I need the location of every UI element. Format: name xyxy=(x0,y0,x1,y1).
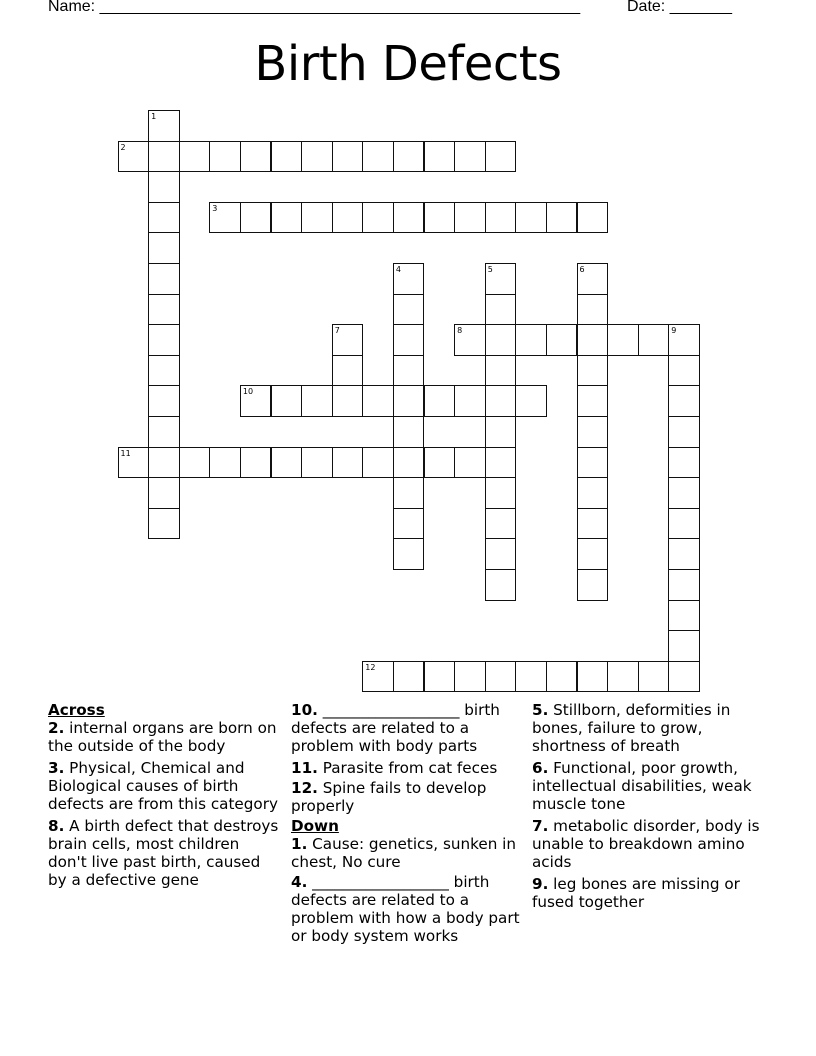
grid-cell[interactable] xyxy=(668,447,700,479)
grid-cell[interactable] xyxy=(240,447,272,479)
grid-cell[interactable] xyxy=(209,447,241,479)
grid-cell[interactable] xyxy=(179,447,211,479)
grid-cell[interactable] xyxy=(118,447,150,479)
grid-cell[interactable] xyxy=(638,661,670,693)
clue-text: metabolic disorder, body is unable to breakdown amino acids xyxy=(532,817,760,871)
cell-number: 2 xyxy=(120,142,126,152)
grid-cell[interactable] xyxy=(362,385,394,417)
grid-cell[interactable] xyxy=(148,355,180,387)
clue-number: 1. xyxy=(291,835,308,853)
grid-cell[interactable] xyxy=(424,447,456,479)
clue-across-10 xyxy=(291,701,523,755)
grid-cell[interactable] xyxy=(148,171,180,203)
grid-cell[interactable] xyxy=(485,477,517,509)
grid-cell[interactable] xyxy=(668,355,700,387)
clue-text: Functional, poor growth, intellectual disabilities, weak muscle tone xyxy=(532,759,752,813)
grid-cell[interactable] xyxy=(668,324,700,356)
grid-cell[interactable] xyxy=(577,661,609,693)
clue-text: A birth defect that destroys brain cells, most children don't live past birth, caused by a defective gene xyxy=(48,817,279,889)
grid-cell[interactable] xyxy=(148,294,180,326)
grid-cell[interactable] xyxy=(240,385,272,417)
grid-cell[interactable] xyxy=(424,661,456,693)
grid-cell[interactable] xyxy=(271,447,303,479)
grid-cell[interactable] xyxy=(454,324,486,356)
clue-down-6 xyxy=(532,759,772,813)
grid-cell[interactable] xyxy=(454,661,486,693)
grid-cell[interactable] xyxy=(454,447,486,479)
grid-cell[interactable] xyxy=(485,263,517,295)
grid-cell[interactable] xyxy=(424,202,456,234)
grid-cell[interactable] xyxy=(332,141,364,173)
grid-cell[interactable] xyxy=(118,141,150,173)
grid-cell[interactable] xyxy=(393,385,425,417)
grid-cell[interactable] xyxy=(668,385,700,417)
grid-cell[interactable] xyxy=(485,416,517,448)
grid-cell[interactable] xyxy=(393,294,425,326)
grid-cell[interactable] xyxy=(668,508,700,540)
grid-cell[interactable] xyxy=(271,385,303,417)
grid-cell[interactable] xyxy=(148,202,180,234)
grid-cell[interactable] xyxy=(332,324,364,356)
grid-cell[interactable] xyxy=(515,202,547,234)
grid-cell[interactable] xyxy=(393,416,425,448)
grid-cell[interactable] xyxy=(393,447,425,479)
clue-text: Spine fails to develop properly xyxy=(291,779,487,815)
clue-column-2 xyxy=(291,701,523,949)
grid-cell[interactable] xyxy=(577,569,609,601)
grid-cell[interactable] xyxy=(668,630,700,662)
grid-cell[interactable] xyxy=(638,324,670,356)
grid-cell[interactable] xyxy=(668,661,700,693)
grid-cell[interactable] xyxy=(515,324,547,356)
grid-cell[interactable] xyxy=(332,355,364,387)
grid-cell[interactable] xyxy=(271,202,303,234)
grid-cell[interactable] xyxy=(668,538,700,570)
grid-cell[interactable] xyxy=(485,355,517,387)
clue-number: 8. xyxy=(48,817,65,835)
grid-cell[interactable] xyxy=(148,324,180,356)
grid-cell[interactable] xyxy=(454,202,486,234)
grid-cell[interactable] xyxy=(546,661,578,693)
clue-number: 6. xyxy=(532,759,549,777)
grid-cell[interactable] xyxy=(179,141,211,173)
grid-cell[interactable] xyxy=(301,141,333,173)
grid-cell[interactable] xyxy=(148,141,180,173)
clue-across-2 xyxy=(48,719,280,755)
cell-number: 10 xyxy=(242,387,254,397)
clue-column-1 xyxy=(48,701,280,893)
grid-cell[interactable] xyxy=(607,661,639,693)
grid-cell[interactable] xyxy=(485,294,517,326)
grid-cell[interactable] xyxy=(393,355,425,387)
clue-text: Parasite from cat feces xyxy=(322,759,498,777)
grid-cell[interactable] xyxy=(393,141,425,173)
grid-cell[interactable] xyxy=(454,385,486,417)
clue-number: 4. xyxy=(291,873,308,891)
clue-number: 5. xyxy=(532,701,549,719)
grid-cell[interactable] xyxy=(577,538,609,570)
clue-number: 3. xyxy=(48,759,65,777)
clue-across-12 xyxy=(291,779,523,815)
clue-across-3 xyxy=(48,759,280,813)
grid-cell[interactable] xyxy=(485,324,517,356)
grid-cell[interactable] xyxy=(393,661,425,693)
grid-cell[interactable] xyxy=(546,324,578,356)
clue-text: Cause: genetics, sunken in chest, No cure xyxy=(291,835,517,871)
grid-cell[interactable] xyxy=(485,202,517,234)
grid-cell[interactable] xyxy=(424,141,456,173)
clue-down-9 xyxy=(532,875,772,911)
grid-cell[interactable] xyxy=(209,202,241,234)
clue-column-3 xyxy=(532,701,772,915)
clue-down-7 xyxy=(532,817,772,871)
down-heading: Down xyxy=(291,817,339,835)
grid-cell[interactable] xyxy=(485,569,517,601)
grid-cell[interactable] xyxy=(148,508,180,540)
grid-cell[interactable] xyxy=(332,202,364,234)
cell-number: 12 xyxy=(365,662,376,672)
name-field-label: Name: ______________________________________________________ xyxy=(48,0,581,15)
grid-cell[interactable] xyxy=(148,263,180,295)
grid-cell[interactable] xyxy=(240,202,272,234)
clue-number: 12. xyxy=(291,779,318,797)
clue-number: 10. xyxy=(291,701,318,719)
grid-cell[interactable] xyxy=(393,477,425,509)
grid-cell[interactable] xyxy=(454,141,486,173)
grid-cell[interactable] xyxy=(301,447,333,479)
across-heading: Across xyxy=(48,701,105,719)
grid-cell[interactable] xyxy=(332,447,364,479)
grid-cell[interactable] xyxy=(393,324,425,356)
cell-number: 8 xyxy=(457,326,463,336)
grid-cell[interactable] xyxy=(209,141,241,173)
cell-number: 11 xyxy=(120,448,131,458)
grid-cell[interactable] xyxy=(485,141,517,173)
grid-cell[interactable] xyxy=(393,263,425,295)
grid-cell[interactable] xyxy=(424,385,456,417)
cell-number: 6 xyxy=(579,265,585,274)
cell-number: 1 xyxy=(151,112,157,121)
grid-cell[interactable] xyxy=(546,202,578,234)
grid-cell[interactable] xyxy=(362,447,394,479)
clue-number: 11. xyxy=(291,759,318,777)
grid-cell[interactable] xyxy=(148,385,180,417)
grid-cell[interactable] xyxy=(148,447,180,479)
grid-cell[interactable] xyxy=(485,447,517,479)
clue-across-8 xyxy=(48,817,280,889)
clue-number: 9. xyxy=(532,875,549,893)
grid-cell[interactable] xyxy=(485,661,517,693)
cell-number: 9 xyxy=(671,326,677,336)
grid-cell[interactable] xyxy=(577,508,609,540)
grid-cell[interactable] xyxy=(485,385,517,417)
grid-cell[interactable] xyxy=(271,141,303,173)
page-title: Birth Defects xyxy=(254,36,562,92)
grid-cell[interactable] xyxy=(668,416,700,448)
clue-text: __________________ birth defects are related to a problem with how a body part or body system works xyxy=(291,873,520,945)
grid-cell[interactable] xyxy=(148,110,180,142)
grid-cell[interactable] xyxy=(485,508,517,540)
grid-cell[interactable] xyxy=(577,263,609,295)
grid-cell[interactable] xyxy=(577,202,609,234)
grid-cell[interactable] xyxy=(362,202,394,234)
cell-number: 4 xyxy=(395,265,401,274)
grid-cell[interactable] xyxy=(577,447,609,479)
grid-cell[interactable] xyxy=(577,355,609,387)
clue-text: leg bones are missing or fused together xyxy=(532,875,740,911)
grid-cell[interactable] xyxy=(362,141,394,173)
clue-text: Physical, Chemical and Biological causes of birth defects are from this category xyxy=(48,759,278,813)
grid-cell[interactable] xyxy=(577,324,609,356)
grid-cell[interactable] xyxy=(668,477,700,509)
clue-text: Stillborn, deformities in bones, failure to grow, shortness of breath xyxy=(532,701,731,755)
grid-cell[interactable] xyxy=(301,202,333,234)
cell-number: 3 xyxy=(212,203,218,213)
grid-cell[interactable] xyxy=(485,538,517,570)
grid-cell[interactable] xyxy=(577,477,609,509)
date-field-label: Date: _______ xyxy=(627,0,732,15)
grid-cell[interactable] xyxy=(515,385,547,417)
grid-cell[interactable] xyxy=(240,141,272,173)
grid-cell[interactable] xyxy=(332,385,364,417)
clue-down-4 xyxy=(291,873,523,945)
grid-cell[interactable] xyxy=(577,294,609,326)
grid-cell[interactable] xyxy=(393,202,425,234)
clue-text: __________________ birth defects are related to a problem with body parts xyxy=(291,701,500,755)
grid-cell[interactable] xyxy=(393,538,425,570)
grid-cell[interactable] xyxy=(668,569,700,601)
clue-number: 7. xyxy=(532,817,549,835)
grid-cell[interactable] xyxy=(577,385,609,417)
clue-across-11 xyxy=(291,759,523,777)
cell-number: 7 xyxy=(334,326,340,336)
grid-cell[interactable] xyxy=(301,385,333,417)
grid-cell[interactable] xyxy=(362,661,394,693)
grid-cell[interactable] xyxy=(577,416,609,448)
grid-cell[interactable] xyxy=(393,508,425,540)
grid-cell[interactable] xyxy=(515,661,547,693)
grid-cell[interactable] xyxy=(148,232,180,264)
clue-number: 2. xyxy=(48,719,65,737)
clue-down-5 xyxy=(532,701,772,755)
grid-cell[interactable] xyxy=(668,600,700,632)
clue-down-1 xyxy=(291,835,523,871)
clue-text: internal organs are born on the outside of the body xyxy=(48,719,277,755)
grid-cell[interactable] xyxy=(148,416,180,448)
grid-cell[interactable] xyxy=(607,324,639,356)
grid-cell[interactable] xyxy=(148,477,180,509)
cell-number: 5 xyxy=(487,265,493,274)
